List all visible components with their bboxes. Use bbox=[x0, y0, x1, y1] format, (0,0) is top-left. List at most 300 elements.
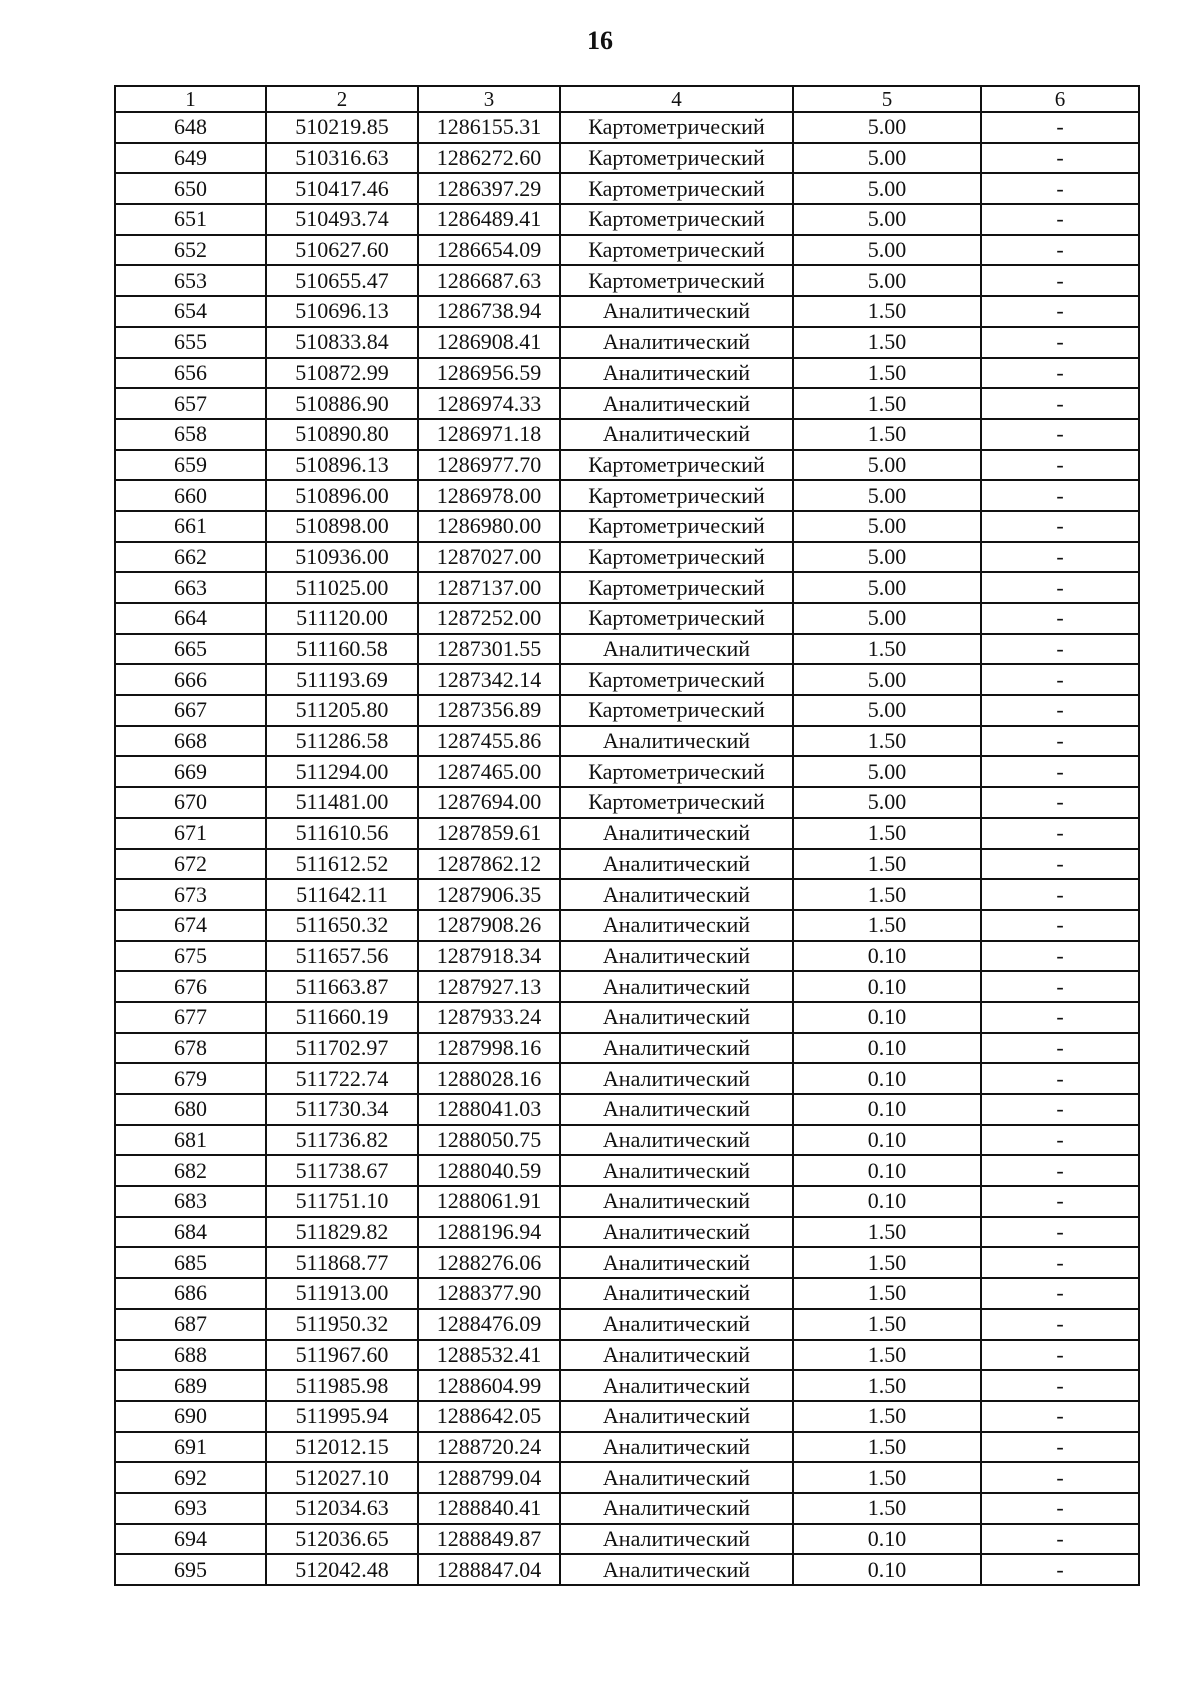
table-cell: 512036.65 bbox=[266, 1524, 418, 1555]
column-header: 6 bbox=[981, 86, 1139, 112]
table-cell: - bbox=[981, 1524, 1139, 1555]
table-cell: 1288040.59 bbox=[418, 1155, 560, 1186]
table-cell: - bbox=[981, 910, 1139, 941]
table-cell: 0.10 bbox=[793, 1033, 981, 1064]
table-cell: 1288196.94 bbox=[418, 1217, 560, 1248]
table-cell: Аналитический bbox=[560, 327, 793, 358]
table-cell: Аналитический bbox=[560, 1186, 793, 1217]
table-row bbox=[115, 419, 1139, 450]
table-cell: 1287356.89 bbox=[418, 695, 560, 726]
table-cell: 1.50 bbox=[793, 879, 981, 910]
table-row bbox=[115, 1401, 1139, 1432]
table-row bbox=[115, 910, 1139, 941]
table-cell: 1286908.41 bbox=[418, 327, 560, 358]
table-cell: 1288276.06 bbox=[418, 1247, 560, 1278]
table-row bbox=[115, 634, 1139, 665]
table-row bbox=[115, 1524, 1139, 1555]
table-cell: 511736.82 bbox=[266, 1125, 418, 1156]
table-cell: 694 bbox=[115, 1524, 266, 1555]
table-cell: 1287027.00 bbox=[418, 542, 560, 573]
table-cell: 662 bbox=[115, 542, 266, 573]
table-cell: 1286971.18 bbox=[418, 419, 560, 450]
table-cell: 661 bbox=[115, 511, 266, 542]
table-cell: - bbox=[981, 112, 1139, 143]
table-cell: 510896.13 bbox=[266, 450, 418, 481]
table-cell: - bbox=[981, 572, 1139, 603]
table-cell: 512027.10 bbox=[266, 1462, 418, 1493]
table-cell: 687 bbox=[115, 1309, 266, 1340]
table-row bbox=[115, 450, 1139, 481]
table-cell: Аналитический bbox=[560, 818, 793, 849]
table-cell: 510896.00 bbox=[266, 480, 418, 511]
table-cell: 5.00 bbox=[793, 480, 981, 511]
table-cell: 1.50 bbox=[793, 849, 981, 880]
table-cell: 1288720.24 bbox=[418, 1432, 560, 1463]
table-row bbox=[115, 388, 1139, 419]
table-cell: 1288377.90 bbox=[418, 1278, 560, 1309]
table-cell: 1.50 bbox=[793, 1493, 981, 1524]
table-cell: 1286155.31 bbox=[418, 112, 560, 143]
table-cell: 511995.94 bbox=[266, 1401, 418, 1432]
table-cell: 510219.85 bbox=[266, 112, 418, 143]
table-cell: 1287465.00 bbox=[418, 756, 560, 787]
table-cell: - bbox=[981, 1186, 1139, 1217]
table-cell: - bbox=[981, 480, 1139, 511]
table-cell: 1.50 bbox=[793, 388, 981, 419]
table-cell: - bbox=[981, 1063, 1139, 1094]
table-cell: 512034.63 bbox=[266, 1493, 418, 1524]
table-cell: 1287301.55 bbox=[418, 634, 560, 665]
table-cell: 1.50 bbox=[793, 634, 981, 665]
table-cell: 681 bbox=[115, 1125, 266, 1156]
table-cell: 5.00 bbox=[793, 603, 981, 634]
table-cell: Аналитический bbox=[560, 358, 793, 389]
table-row bbox=[115, 542, 1139, 573]
table-cell: 510886.90 bbox=[266, 388, 418, 419]
table-cell: 1287137.00 bbox=[418, 572, 560, 603]
table-cell: 1287252.00 bbox=[418, 603, 560, 634]
table-row bbox=[115, 327, 1139, 358]
table-cell: 5.00 bbox=[793, 143, 981, 174]
table-cell: - bbox=[981, 1247, 1139, 1278]
table-cell: 511120.00 bbox=[266, 603, 418, 634]
table-cell: 657 bbox=[115, 388, 266, 419]
table-row bbox=[115, 849, 1139, 880]
table-cell: 5.00 bbox=[793, 542, 981, 573]
table-cell: 510872.99 bbox=[266, 358, 418, 389]
table-cell: 674 bbox=[115, 910, 266, 941]
table-cell: 5.00 bbox=[793, 204, 981, 235]
table-cell: Картометрический bbox=[560, 603, 793, 634]
table-cell: 512012.15 bbox=[266, 1432, 418, 1463]
table-cell: Аналитический bbox=[560, 971, 793, 1002]
table-row bbox=[115, 1094, 1139, 1125]
table-cell: 1.50 bbox=[793, 327, 981, 358]
table-cell: 511205.80 bbox=[266, 695, 418, 726]
table-cell: Аналитический bbox=[560, 849, 793, 880]
table-cell: 5.00 bbox=[793, 787, 981, 818]
table-cell: 510890.80 bbox=[266, 419, 418, 450]
table-cell: 1286654.09 bbox=[418, 235, 560, 266]
table-cell: 511642.11 bbox=[266, 879, 418, 910]
table-row bbox=[115, 1155, 1139, 1186]
table-cell: 0.10 bbox=[793, 1554, 981, 1585]
table-cell: 511722.74 bbox=[266, 1063, 418, 1094]
table-cell: - bbox=[981, 1278, 1139, 1309]
table-cell: 1288642.05 bbox=[418, 1401, 560, 1432]
table-cell: Аналитический bbox=[560, 1524, 793, 1555]
table-cell: Картометрический bbox=[560, 143, 793, 174]
table-cell: 1286397.29 bbox=[418, 173, 560, 204]
table-cell: 1.50 bbox=[793, 1340, 981, 1371]
table-cell: - bbox=[981, 235, 1139, 266]
table-row bbox=[115, 1493, 1139, 1524]
table-cell: - bbox=[981, 265, 1139, 296]
table-row bbox=[115, 112, 1139, 143]
column-header: 3 bbox=[418, 86, 560, 112]
column-header: 2 bbox=[266, 86, 418, 112]
table-cell: Картометрический bbox=[560, 756, 793, 787]
table-cell: 510655.47 bbox=[266, 265, 418, 296]
table-cell: 668 bbox=[115, 726, 266, 757]
table-cell: 670 bbox=[115, 787, 266, 818]
column-header: 1 bbox=[115, 86, 266, 112]
table-cell: 0.10 bbox=[793, 1125, 981, 1156]
table-cell: 1288028.16 bbox=[418, 1063, 560, 1094]
table-row bbox=[115, 1278, 1139, 1309]
page-number: 16 bbox=[587, 26, 613, 55]
table-cell: Картометрический bbox=[560, 204, 793, 235]
table-cell: 1287862.12 bbox=[418, 849, 560, 880]
table-cell: Аналитический bbox=[560, 1125, 793, 1156]
table-cell: 675 bbox=[115, 941, 266, 972]
table-cell: 511730.34 bbox=[266, 1094, 418, 1125]
column-header: 5 bbox=[793, 86, 981, 112]
table-cell: - bbox=[981, 358, 1139, 389]
table-cell: 5.00 bbox=[793, 173, 981, 204]
table-cell: 1286977.70 bbox=[418, 450, 560, 481]
table-cell: 511481.00 bbox=[266, 787, 418, 818]
table-cell: Картометрический bbox=[560, 542, 793, 573]
table-cell: 651 bbox=[115, 204, 266, 235]
table-cell: 1287694.00 bbox=[418, 787, 560, 818]
table-row bbox=[115, 695, 1139, 726]
table-row bbox=[115, 572, 1139, 603]
table-row bbox=[115, 1554, 1139, 1585]
table-cell: Картометрический bbox=[560, 664, 793, 695]
table-cell: 1286974.33 bbox=[418, 388, 560, 419]
table-cell: 691 bbox=[115, 1432, 266, 1463]
table-cell: 510833.84 bbox=[266, 327, 418, 358]
table-cell: 511868.77 bbox=[266, 1247, 418, 1278]
table-cell: 1287908.26 bbox=[418, 910, 560, 941]
table-cell: 1288799.04 bbox=[418, 1462, 560, 1493]
table-row bbox=[115, 818, 1139, 849]
table-row bbox=[115, 1370, 1139, 1401]
table-cell: Картометрический bbox=[560, 787, 793, 818]
table-cell: 1.50 bbox=[793, 910, 981, 941]
table-row bbox=[115, 235, 1139, 266]
table-cell: 1286980.00 bbox=[418, 511, 560, 542]
table-cell: Аналитический bbox=[560, 1554, 793, 1585]
table-cell: 649 bbox=[115, 143, 266, 174]
table-cell: 5.00 bbox=[793, 695, 981, 726]
table-cell: 689 bbox=[115, 1370, 266, 1401]
table-cell: 1.50 bbox=[793, 1217, 981, 1248]
table-cell: 688 bbox=[115, 1340, 266, 1371]
table-row bbox=[115, 1125, 1139, 1156]
table-cell: - bbox=[981, 664, 1139, 695]
table-cell: - bbox=[981, 818, 1139, 849]
table-cell: 1.50 bbox=[793, 296, 981, 327]
table-cell: - bbox=[981, 1370, 1139, 1401]
table-row bbox=[115, 204, 1139, 235]
table-cell: - bbox=[981, 634, 1139, 665]
table-cell: - bbox=[981, 1401, 1139, 1432]
table-cell: 680 bbox=[115, 1094, 266, 1125]
table-cell: 660 bbox=[115, 480, 266, 511]
table-cell: 1287998.16 bbox=[418, 1033, 560, 1064]
table-cell: - bbox=[981, 542, 1139, 573]
table-cell: Аналитический bbox=[560, 1155, 793, 1186]
table-row bbox=[115, 971, 1139, 1002]
table-cell: 666 bbox=[115, 664, 266, 695]
table-cell: 511294.00 bbox=[266, 756, 418, 787]
table-row bbox=[115, 1340, 1139, 1371]
table-cell: 656 bbox=[115, 358, 266, 389]
table-cell: Аналитический bbox=[560, 634, 793, 665]
table-cell: 1288532.41 bbox=[418, 1340, 560, 1371]
table-cell: 0.10 bbox=[793, 1063, 981, 1094]
table-cell: 5.00 bbox=[793, 235, 981, 266]
table-cell: 1287342.14 bbox=[418, 664, 560, 695]
table-cell: - bbox=[981, 1340, 1139, 1371]
table-cell: 511967.60 bbox=[266, 1340, 418, 1371]
table-cell: - bbox=[981, 511, 1139, 542]
table-cell: 5.00 bbox=[793, 511, 981, 542]
table-cell: 682 bbox=[115, 1155, 266, 1186]
table-cell: Аналитический bbox=[560, 1462, 793, 1493]
table-cell: 511660.19 bbox=[266, 1002, 418, 1033]
table-row bbox=[115, 941, 1139, 972]
table-row bbox=[115, 1432, 1139, 1463]
table-cell: 1.50 bbox=[793, 1309, 981, 1340]
table-cell: 511657.56 bbox=[266, 941, 418, 972]
table-cell: 1286978.00 bbox=[418, 480, 560, 511]
table-cell: Аналитический bbox=[560, 726, 793, 757]
table-cell: - bbox=[981, 1094, 1139, 1125]
table-cell: Картометрический bbox=[560, 450, 793, 481]
table-cell: - bbox=[981, 450, 1139, 481]
table-cell: 1.50 bbox=[793, 358, 981, 389]
table-cell: - bbox=[981, 1155, 1139, 1186]
table-row bbox=[115, 1217, 1139, 1248]
table-cell: - bbox=[981, 941, 1139, 972]
table-cell: 677 bbox=[115, 1002, 266, 1033]
table-cell: 510627.60 bbox=[266, 235, 418, 266]
table-cell: 512042.48 bbox=[266, 1554, 418, 1585]
table-cell: Аналитический bbox=[560, 1094, 793, 1125]
table-cell: 5.00 bbox=[793, 450, 981, 481]
table-cell: Картометрический bbox=[560, 112, 793, 143]
table-cell: 1288050.75 bbox=[418, 1125, 560, 1156]
table-cell: 511286.58 bbox=[266, 726, 418, 757]
table-row bbox=[115, 480, 1139, 511]
table-cell: 1.50 bbox=[793, 1278, 981, 1309]
table-cell: 511610.56 bbox=[266, 818, 418, 849]
table-cell: Аналитический bbox=[560, 1278, 793, 1309]
table-cell: - bbox=[981, 603, 1139, 634]
table-cell: 658 bbox=[115, 419, 266, 450]
table-cell: 653 bbox=[115, 265, 266, 296]
table-cell: 1287918.34 bbox=[418, 941, 560, 972]
table-cell: 692 bbox=[115, 1462, 266, 1493]
table-cell: Картометрический bbox=[560, 235, 793, 266]
table-cell: 1.50 bbox=[793, 1370, 981, 1401]
table-cell: 511702.97 bbox=[266, 1033, 418, 1064]
table-cell: 1286272.60 bbox=[418, 143, 560, 174]
table-cell: 671 bbox=[115, 818, 266, 849]
table-cell: 1286687.63 bbox=[418, 265, 560, 296]
table-cell: 1286956.59 bbox=[418, 358, 560, 389]
table-cell: 1288849.87 bbox=[418, 1524, 560, 1555]
table-cell: - bbox=[981, 419, 1139, 450]
table-cell: Аналитический bbox=[560, 1063, 793, 1094]
table-row bbox=[115, 265, 1139, 296]
table-cell: 5.00 bbox=[793, 265, 981, 296]
table-cell: Аналитический bbox=[560, 1401, 793, 1432]
table-cell: 1288847.04 bbox=[418, 1554, 560, 1585]
table-cell: Аналитический bbox=[560, 388, 793, 419]
table-cell: - bbox=[981, 1309, 1139, 1340]
table-cell: Аналитический bbox=[560, 941, 793, 972]
table-cell: Аналитический bbox=[560, 910, 793, 941]
table-cell: 678 bbox=[115, 1033, 266, 1064]
table-row bbox=[115, 1033, 1139, 1064]
table-cell: - bbox=[981, 1033, 1139, 1064]
table-row bbox=[115, 358, 1139, 389]
table-cell: - bbox=[981, 388, 1139, 419]
table-cell: 1.50 bbox=[793, 1462, 981, 1493]
table-cell: - bbox=[981, 726, 1139, 757]
table-cell: 511663.87 bbox=[266, 971, 418, 1002]
table-cell: 511160.58 bbox=[266, 634, 418, 665]
table-cell: - bbox=[981, 1462, 1139, 1493]
table-cell: 652 bbox=[115, 235, 266, 266]
table-cell: 5.00 bbox=[793, 664, 981, 695]
table-cell: Картометрический bbox=[560, 173, 793, 204]
table-cell: - bbox=[981, 173, 1139, 204]
table-cell: 5.00 bbox=[793, 572, 981, 603]
table-cell: 0.10 bbox=[793, 971, 981, 1002]
table-cell: 684 bbox=[115, 1217, 266, 1248]
table-cell: Картометрический bbox=[560, 572, 793, 603]
table-cell: 1287906.35 bbox=[418, 879, 560, 910]
table-cell: 685 bbox=[115, 1247, 266, 1278]
table-cell: 663 bbox=[115, 572, 266, 603]
table-cell: 1.50 bbox=[793, 726, 981, 757]
table-cell: 669 bbox=[115, 756, 266, 787]
table-row bbox=[115, 664, 1139, 695]
table-cell: 676 bbox=[115, 971, 266, 1002]
table-cell: 650 bbox=[115, 173, 266, 204]
table-cell: 511913.00 bbox=[266, 1278, 418, 1309]
table-cell: - bbox=[981, 296, 1139, 327]
table-cell: Картометрический bbox=[560, 265, 793, 296]
table-cell: 0.10 bbox=[793, 1186, 981, 1217]
table-cell: 1286489.41 bbox=[418, 204, 560, 235]
table-cell: 1287859.61 bbox=[418, 818, 560, 849]
table-cell: 510898.00 bbox=[266, 511, 418, 542]
table-cell: 673 bbox=[115, 879, 266, 910]
table-cell: 0.10 bbox=[793, 941, 981, 972]
table-cell: 1287933.24 bbox=[418, 1002, 560, 1033]
table-cell: 665 bbox=[115, 634, 266, 665]
table-cell: - bbox=[981, 1432, 1139, 1463]
table-cell: - bbox=[981, 1125, 1139, 1156]
table-cell: 510493.74 bbox=[266, 204, 418, 235]
table-row bbox=[115, 511, 1139, 542]
coordinates-table bbox=[114, 85, 1140, 1586]
table-cell: 672 bbox=[115, 849, 266, 880]
table-cell: - bbox=[981, 1554, 1139, 1585]
table-cell: Аналитический bbox=[560, 1340, 793, 1371]
table-row bbox=[115, 787, 1139, 818]
table-row bbox=[115, 1186, 1139, 1217]
table-cell: 511650.32 bbox=[266, 910, 418, 941]
table-cell: 1288041.03 bbox=[418, 1094, 560, 1125]
table-cell: 0.10 bbox=[793, 1094, 981, 1125]
table-row bbox=[115, 1002, 1139, 1033]
table-cell: 1.50 bbox=[793, 1401, 981, 1432]
table-row bbox=[115, 756, 1139, 787]
table-cell: Аналитический bbox=[560, 1493, 793, 1524]
table-row bbox=[115, 1309, 1139, 1340]
table-cell: 1287455.86 bbox=[418, 726, 560, 757]
table-cell: 511829.82 bbox=[266, 1217, 418, 1248]
table-cell: 511738.67 bbox=[266, 1155, 418, 1186]
table-cell: 5.00 bbox=[793, 756, 981, 787]
table-cell: 1.50 bbox=[793, 818, 981, 849]
table-cell: 511025.00 bbox=[266, 572, 418, 603]
table-cell: 510417.46 bbox=[266, 173, 418, 204]
table-cell: Аналитический bbox=[560, 296, 793, 327]
table-cell: 667 bbox=[115, 695, 266, 726]
table-row bbox=[115, 879, 1139, 910]
table-cell: 659 bbox=[115, 450, 266, 481]
table-cell: Картометрический bbox=[560, 695, 793, 726]
table-cell: 511985.98 bbox=[266, 1370, 418, 1401]
table-cell: 511612.52 bbox=[266, 849, 418, 880]
table-cell: - bbox=[981, 1493, 1139, 1524]
table-cell: - bbox=[981, 879, 1139, 910]
table-cell: - bbox=[981, 1002, 1139, 1033]
table-cell: 690 bbox=[115, 1401, 266, 1432]
table-cell: 0.10 bbox=[793, 1155, 981, 1186]
table-cell: 0.10 bbox=[793, 1524, 981, 1555]
table-cell: - bbox=[981, 849, 1139, 880]
table-cell: 693 bbox=[115, 1493, 266, 1524]
column-header: 4 bbox=[560, 86, 793, 112]
table-cell: 510696.13 bbox=[266, 296, 418, 327]
table-cell: Картометрический bbox=[560, 480, 793, 511]
table-cell: Аналитический bbox=[560, 419, 793, 450]
table-cell: - bbox=[981, 787, 1139, 818]
table-cell: 695 bbox=[115, 1554, 266, 1585]
table-cell: 5.00 bbox=[793, 112, 981, 143]
table-cell: 1288840.41 bbox=[418, 1493, 560, 1524]
table-cell: 1288604.99 bbox=[418, 1370, 560, 1401]
